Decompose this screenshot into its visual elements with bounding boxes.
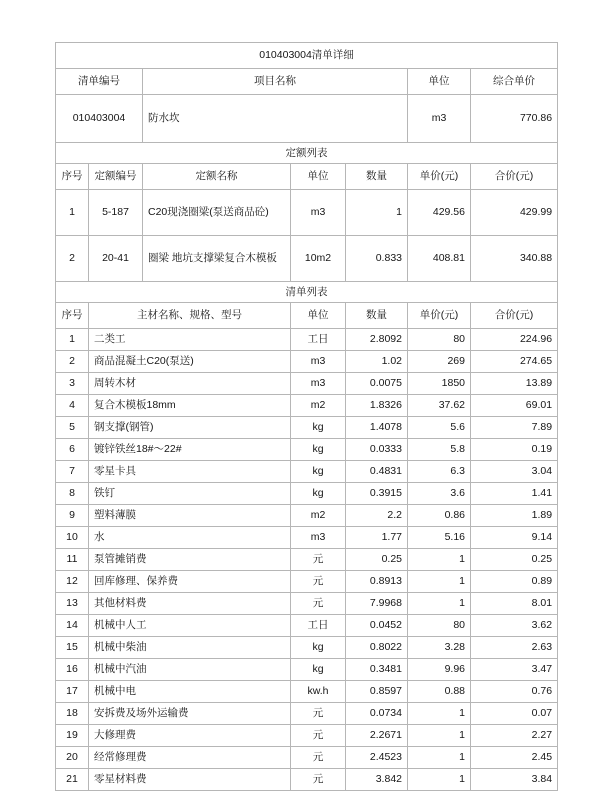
bill-total: 274.65: [471, 351, 558, 373]
bill-unit-price: 1: [408, 703, 471, 725]
table-row: [56, 439, 558, 461]
bill-header-no: 序号: [56, 303, 89, 329]
quota-header-qty: 数量: [346, 164, 408, 190]
bill-no: 5: [56, 417, 89, 439]
bill-unit: kg: [291, 659, 346, 681]
bill-no: 1: [56, 329, 89, 351]
bill-header-row: [56, 303, 558, 329]
bill-qty: 1.4078: [346, 417, 408, 439]
bill-unit-price: 1: [408, 725, 471, 747]
bill-unit: m3: [291, 373, 346, 395]
quota-header-row: [56, 164, 558, 190]
bill-unit: kg: [291, 439, 346, 461]
summary-header-row: [56, 69, 558, 95]
bill-unit: 元: [291, 703, 346, 725]
bill-unit: 元: [291, 549, 346, 571]
bill-name: 二类工: [89, 329, 291, 351]
bill-name: 机械中柴油: [89, 637, 291, 659]
quota-total: 340.88: [471, 236, 558, 282]
table-row: [56, 703, 558, 725]
bill-qty: 2.4523: [346, 747, 408, 769]
bill-header-name: 主材名称、规格、型号: [89, 303, 291, 329]
bill-unit-price: 5.6: [408, 417, 471, 439]
bill-qty: 1.02: [346, 351, 408, 373]
bill-header-total: 合价(元): [471, 303, 558, 329]
bill-qty: 0.8022: [346, 637, 408, 659]
summary-header-name: 项目名称: [143, 69, 408, 95]
table-row: [56, 637, 558, 659]
bill-name: 安拆费及场外运输费: [89, 703, 291, 725]
bill-unit-price: 3.28: [408, 637, 471, 659]
bill-header-unit: 单位: [291, 303, 346, 329]
summary-header-code: 清单编号: [56, 69, 143, 95]
table-row: [56, 373, 558, 395]
bill-unit: kg: [291, 483, 346, 505]
bill-name: 镀锌铁丝18#～22#: [89, 439, 291, 461]
bill-no: 3: [56, 373, 89, 395]
bill-unit: 元: [291, 725, 346, 747]
bill-name: 周转木材: [89, 373, 291, 395]
detail-sheet: [55, 42, 557, 791]
bill-qty: 0.25: [346, 549, 408, 571]
bill-unit: 元: [291, 747, 346, 769]
table-row: [56, 329, 558, 351]
bill-name: 钢支撑(钢管): [89, 417, 291, 439]
quota-section-title-row: [56, 143, 558, 164]
bill-name: 水: [89, 527, 291, 549]
bill-unit: kg: [291, 417, 346, 439]
quota-section-title: 定额列表: [56, 143, 558, 164]
bill-name: 机械中电: [89, 681, 291, 703]
bill-section-title: 清单列表: [56, 282, 558, 303]
summary-code: 010403004: [56, 95, 143, 143]
table-row: [56, 527, 558, 549]
bill-unit: 工日: [291, 615, 346, 637]
bill-total: 3.84: [471, 769, 558, 791]
bill-unit-price: 1: [408, 769, 471, 791]
bill-unit-price: 37.62: [408, 395, 471, 417]
bill-header-qty: 数量: [346, 303, 408, 329]
bill-no: 11: [56, 549, 89, 571]
bill-qty: 0.3481: [346, 659, 408, 681]
bill-total: 3.62: [471, 615, 558, 637]
bill-qty: 0.0075: [346, 373, 408, 395]
bill-name: 大修理费: [89, 725, 291, 747]
quota-unit-price: 429.56: [408, 190, 471, 236]
quota-total: 429.99: [471, 190, 558, 236]
table-row: [56, 461, 558, 483]
bill-unit-price: 1: [408, 747, 471, 769]
bill-unit: m2: [291, 395, 346, 417]
bill-section-title-row: [56, 282, 558, 303]
bill-qty: 0.8913: [346, 571, 408, 593]
summary-data-row: [56, 95, 558, 143]
bill-qty: 2.2: [346, 505, 408, 527]
bill-unit: 元: [291, 769, 346, 791]
table-row: [56, 769, 558, 791]
bill-qty: 0.3915: [346, 483, 408, 505]
bill-name: 塑料薄膜: [89, 505, 291, 527]
quota-no: 1: [56, 190, 89, 236]
bill-total: 0.89: [471, 571, 558, 593]
summary-header-unit: 单位: [408, 69, 471, 95]
table-row: [56, 615, 558, 637]
quota-header-name: 定额名称: [143, 164, 291, 190]
quota-unit: 10m2: [291, 236, 346, 282]
quota-qty: 0.833: [346, 236, 408, 282]
bill-no: 13: [56, 593, 89, 615]
quota-name: C20现浇圈梁(泵送商品砼): [143, 190, 291, 236]
bill-total: 224.96: [471, 329, 558, 351]
bill-total: 2.63: [471, 637, 558, 659]
bill-unit-price: 5.16: [408, 527, 471, 549]
bill-qty: 0.0452: [346, 615, 408, 637]
bill-unit-price: 1: [408, 571, 471, 593]
bill-unit: 工日: [291, 329, 346, 351]
bill-no: 16: [56, 659, 89, 681]
bill-name: 经常修理费: [89, 747, 291, 769]
bill-name: 泵管摊销费: [89, 549, 291, 571]
bill-unit: m2: [291, 505, 346, 527]
bill-no: 17: [56, 681, 89, 703]
bill-unit: m3: [291, 351, 346, 373]
bill-total: 1.41: [471, 483, 558, 505]
bill-total: 0.07: [471, 703, 558, 725]
table-row: [56, 483, 558, 505]
table-row: [56, 725, 558, 747]
page-title: 010403004清单详细: [56, 43, 558, 69]
bill-total: 0.76: [471, 681, 558, 703]
bill-total: 7.89: [471, 417, 558, 439]
bill-no: 12: [56, 571, 89, 593]
bill-total: 3.47: [471, 659, 558, 681]
quota-unit-price: 408.81: [408, 236, 471, 282]
detail-table-body: [56, 43, 558, 791]
quota-header-no: 序号: [56, 164, 89, 190]
bill-header-unit-price: 单价(元): [408, 303, 471, 329]
bill-total: 8.01: [471, 593, 558, 615]
bill-qty: 0.8597: [346, 681, 408, 703]
bill-total: 13.89: [471, 373, 558, 395]
bill-name: 其他材料费: [89, 593, 291, 615]
table-row: [56, 351, 558, 373]
document-title-row: [56, 43, 558, 69]
bill-unit-price: 269: [408, 351, 471, 373]
bill-total: 2.27: [471, 725, 558, 747]
bill-no: 9: [56, 505, 89, 527]
bill-qty: 0.0333: [346, 439, 408, 461]
quota-code: 20-41: [89, 236, 143, 282]
bill-unit: 元: [291, 593, 346, 615]
table-row: [56, 417, 558, 439]
bill-qty: 0.4831: [346, 461, 408, 483]
bill-unit-price: 5.8: [408, 439, 471, 461]
quantity-detail-table: [55, 42, 558, 791]
bill-no: 19: [56, 725, 89, 747]
bill-unit-price: 0.86: [408, 505, 471, 527]
bill-unit-price: 0.88: [408, 681, 471, 703]
bill-no: 15: [56, 637, 89, 659]
table-row: [56, 505, 558, 527]
bill-qty: 0.0734: [346, 703, 408, 725]
quota-no: 2: [56, 236, 89, 282]
bill-name: 复合木模板18mm: [89, 395, 291, 417]
bill-total: 1.89: [471, 505, 558, 527]
bill-name: 零星材料费: [89, 769, 291, 791]
bill-total: 2.45: [471, 747, 558, 769]
table-row: [56, 395, 558, 417]
bill-unit: m3: [291, 527, 346, 549]
bill-unit-price: 80: [408, 329, 471, 351]
bill-no: 7: [56, 461, 89, 483]
bill-no: 8: [56, 483, 89, 505]
bill-name: 零星卡具: [89, 461, 291, 483]
quota-header-total: 合价(元): [471, 164, 558, 190]
bill-name: 机械中人工: [89, 615, 291, 637]
bill-unit: kw.h: [291, 681, 346, 703]
table-row: [56, 659, 558, 681]
quota-header-unit-price: 单价(元): [408, 164, 471, 190]
bill-no: 6: [56, 439, 89, 461]
summary-name: 防水坎: [143, 95, 408, 143]
bill-unit-price: 3.6: [408, 483, 471, 505]
quota-header-code: 定额编号: [89, 164, 143, 190]
summary-price: 770.86: [471, 95, 558, 143]
bill-unit-price: 1: [408, 593, 471, 615]
bill-no: 10: [56, 527, 89, 549]
bill-no: 2: [56, 351, 89, 373]
bill-no: 4: [56, 395, 89, 417]
bill-qty: 7.9968: [346, 593, 408, 615]
quota-unit: m3: [291, 190, 346, 236]
table-row: [56, 571, 558, 593]
bill-qty: 3.842: [346, 769, 408, 791]
table-row: [56, 236, 558, 282]
table-row: [56, 190, 558, 236]
bill-no: 18: [56, 703, 89, 725]
bill-no: 20: [56, 747, 89, 769]
quota-code: 5-187: [89, 190, 143, 236]
bill-qty: 1.8326: [346, 395, 408, 417]
bill-total: 0.19: [471, 439, 558, 461]
bill-no: 14: [56, 615, 89, 637]
bill-unit-price: 1850: [408, 373, 471, 395]
bill-unit-price: 80: [408, 615, 471, 637]
bill-name: 商品混凝土C20(泵送): [89, 351, 291, 373]
bill-name: 铁钉: [89, 483, 291, 505]
table-row: [56, 747, 558, 769]
bill-qty: 2.8092: [346, 329, 408, 351]
bill-unit: kg: [291, 461, 346, 483]
table-row: [56, 593, 558, 615]
bill-unit: kg: [291, 637, 346, 659]
table-row: [56, 549, 558, 571]
bill-unit: 元: [291, 571, 346, 593]
bill-unit-price: 1: [408, 549, 471, 571]
bill-total: 0.25: [471, 549, 558, 571]
quota-qty: 1: [346, 190, 408, 236]
bill-no: 21: [56, 769, 89, 791]
bill-qty: 2.2671: [346, 725, 408, 747]
quota-header-unit: 单位: [291, 164, 346, 190]
summary-unit: m3: [408, 95, 471, 143]
bill-total: 3.04: [471, 461, 558, 483]
bill-name: 回库修理、保养费: [89, 571, 291, 593]
bill-total: 9.14: [471, 527, 558, 549]
bill-total: 69.01: [471, 395, 558, 417]
bill-name: 机械中汽油: [89, 659, 291, 681]
table-row: [56, 681, 558, 703]
bill-unit-price: 9.96: [408, 659, 471, 681]
bill-qty: 1.77: [346, 527, 408, 549]
summary-header-price: 综合单价: [471, 69, 558, 95]
bill-unit-price: 6.3: [408, 461, 471, 483]
quota-name: 圈梁 地坑支撑梁复合木模板: [143, 236, 291, 282]
